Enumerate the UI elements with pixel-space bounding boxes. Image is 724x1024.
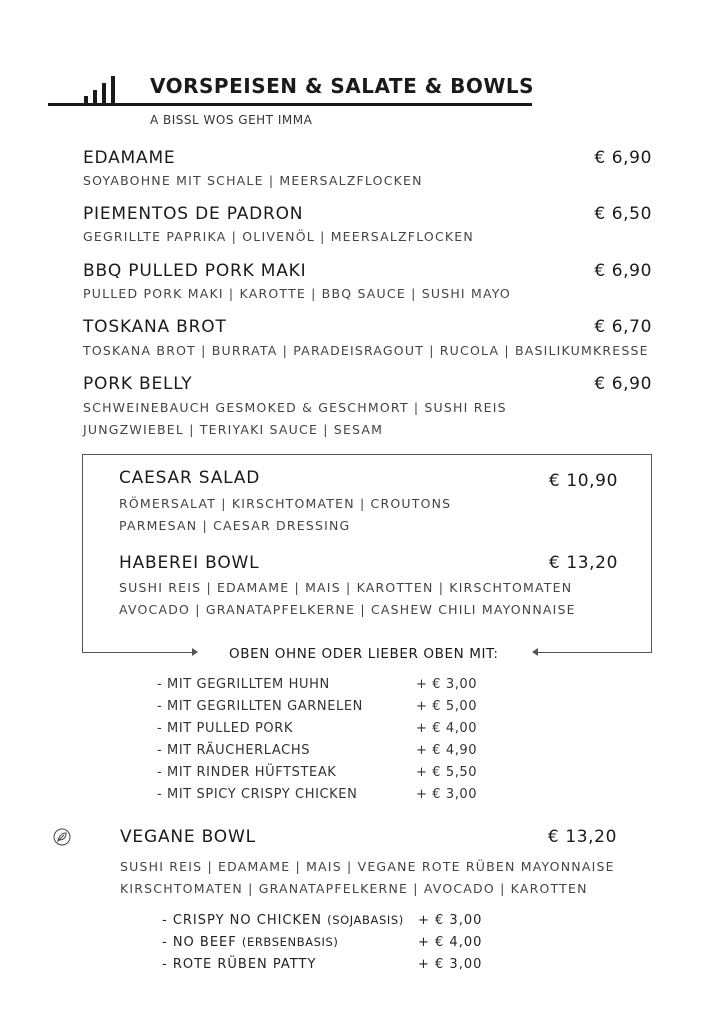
menu-item-desc: KIRSCHTOMATEN | GRANATAPFELKERNE | AVOCADO | KAROTTEN [120, 881, 588, 896]
vegan-addon-price: + € 3,00 [418, 957, 483, 972]
page-title: VORSPEISEN & SALATE & BOWLS [150, 74, 535, 98]
menu-item-name: HABEREI BOWL [119, 553, 260, 573]
vegan-leaf-icon [53, 828, 71, 846]
topping-price: + € 3,00 [416, 787, 478, 802]
menu-item-desc: AVOCADO | GRANATAPFELKERNE | CASHEW CHILI MAYONNAISE [119, 602, 576, 617]
menu-item-price: € 6,90 [594, 148, 652, 168]
topping-price: + € 3,00 [416, 677, 478, 692]
topping-label: - MIT GEGRILLTEN GARNELEN [157, 699, 364, 714]
menu-item-name: EDAMAME [83, 148, 176, 168]
title-divider [48, 103, 532, 106]
toppings-heading: OBEN OHNE ODER LIEBER OBEN MIT: [229, 646, 499, 662]
topping-label: - MIT RÄUCHERLACHS [157, 743, 311, 758]
menu-item-price: € 10,90 [548, 471, 618, 491]
menu-item-desc: GEGRILLTE PAPRIKA | OLIVENÖL | MEERSALZFLOCKEN [83, 229, 474, 244]
vegan-addon-name: - ROTE RÜBEN PATTY [162, 957, 317, 972]
topping-label: - MIT PULLED PORK [157, 721, 293, 736]
topping-price: + € 4,90 [416, 743, 478, 758]
topping-price: + € 5,50 [416, 765, 478, 780]
page-subtitle: A BISSL WOS GEHT IMMA [150, 113, 313, 127]
menu-item-name: VEGANE BOWL [120, 827, 256, 847]
menu-item-desc: PULLED PORK MAKI | KAROTTE | BBQ SAUCE | SUSHI MAYO [83, 286, 511, 301]
topping-label: - MIT RINDER HÜFTSTEAK [157, 765, 337, 780]
vegan-addon-price: + € 4,00 [418, 935, 483, 950]
vegan-addon-label [162, 957, 316, 972]
menu-item-price: € 6,70 [594, 317, 652, 337]
topping-price: + € 5,00 [416, 699, 478, 714]
vegan-addon-price: + € 3,00 [418, 913, 483, 928]
arrow-line-left [82, 652, 196, 653]
menu-item-price: € 6,50 [594, 204, 652, 224]
vegan-addon-label [162, 913, 404, 928]
menu-item-price: € 6,90 [594, 374, 652, 394]
menu-item-desc: RÖMERSALAT | KIRSCHTOMATEN | CROUTONS [119, 496, 452, 511]
arrow-line-right [536, 652, 652, 653]
topping-label: - MIT GEGRILLTEM HUHN [157, 677, 330, 692]
menu-item-desc: PARMESAN | CAESAR DRESSING [119, 518, 351, 533]
vegan-addon-note: (SOJABASIS) [327, 913, 404, 927]
vegan-addon-name: - CRISPY NO CHICKEN [162, 913, 322, 928]
signal-bars-icon [80, 74, 120, 106]
menu-item-desc: TOSKANA BROT | BURRATA | PARADEISRAGOUT | RUCOLA | BASILIKUMKRESSE [83, 343, 649, 358]
menu-item-name: PIEMENTOS DE PADRON [83, 204, 304, 224]
topping-label: - MIT SPICY CRISPY CHICKEN [157, 787, 358, 802]
menu-item-name: TOSKANA BROT [83, 317, 227, 337]
menu-item-name: CAESAR SALAD [119, 468, 261, 488]
arrow-left-icon [532, 648, 538, 656]
vegan-addon-name: - NO BEEF [162, 935, 237, 950]
menu-item-name: BBQ PULLED PORK MAKI [83, 261, 307, 281]
menu-item-desc: SUSHI REIS | EDAMAME | MAIS | VEGANE ROTE RÜBEN MAYONNAISE [120, 859, 615, 874]
arrow-right-icon [192, 648, 198, 656]
menu-item-desc: SCHWEINEBAUCH GESMOKED & GESCHMORT | SUSHI REIS [83, 400, 507, 415]
menu-item-price: € 6,90 [594, 261, 652, 281]
menu-item-desc: JUNGZWIEBEL | TERIYAKI SAUCE | SESAM [83, 422, 384, 437]
menu-item-price: € 13,20 [548, 553, 618, 573]
menu-item-desc: SOYABOHNE MIT SCHALE | MEERSALZFLOCKEN [83, 173, 423, 188]
topping-price: + € 4,00 [416, 721, 478, 736]
menu-item-price: € 13,20 [547, 827, 617, 847]
menu-item-name: PORK BELLY [83, 374, 193, 394]
vegan-addon-note: (ERBSENBASIS) [241, 935, 339, 949]
vegan-addon-label [162, 935, 339, 950]
menu-item-desc: SUSHI REIS | EDAMAME | MAIS | KAROTTEN | KIRSCHTOMATEN [119, 580, 573, 595]
